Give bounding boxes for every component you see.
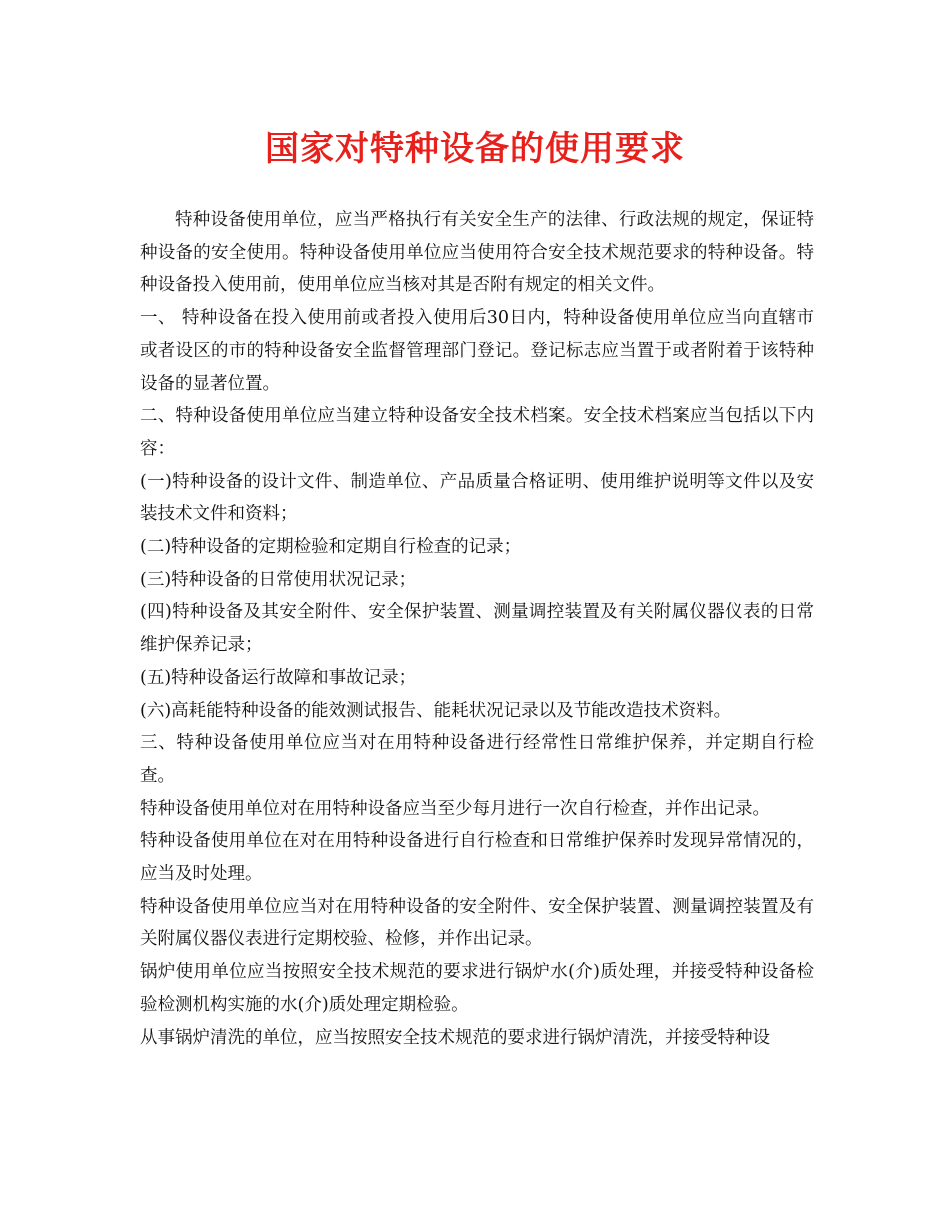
paragraph-section-2: 二、特种设备使用单位应当建立特种设备安全技术档案。安全技术档案应当包括以下内容： — [140, 406, 814, 459]
paragraph-section-1: 一、 特种设备在投入使用前或者投入使用后30日内，特种设备使用单位应当向直辖市或者设区的市的特种设备安全监督管理部门登记。登记标志应当置于或者附着于该特种设备的显著位置。 — [140, 308, 814, 394]
paragraph-intro: 特种设备使用单位，应当严格执行有关安全生产的法律、行政法规的规定，保证特种设备的安全使用。特种设备使用单位应当使用符合安全技术规范要求的特种设备。特种设备投入使用前，使用单位应当核对其是否附有规定的相关文件。 — [140, 210, 814, 296]
document-body — [140, 204, 814, 1054]
paragraph-boiler-cleaning: 从事锅炉清洗的单位，应当按照安全技术规范的要求进行锅炉清洗，并接受特种设 — [140, 1027, 770, 1048]
paragraph-section-3: 三、特种设备使用单位应当对在用特种设备进行经常性日常维护保养，并定期自行检查。 — [140, 733, 814, 786]
document-title: 国家对特种设备的使用要求 — [265, 129, 685, 169]
list-item-3: (三)特种设备的日常使用状况记录； — [140, 569, 417, 590]
paragraph-abnormal-handling: 特种设备使用单位在对在用特种设备进行自行检查和日常维护保养时发现异常情况的，应当及时处理。 — [140, 831, 814, 885]
list-item-6: (六)高耗能特种设备的能效测试报告、能耗状况记录以及节能改造技术资料。 — [140, 700, 732, 721]
paragraph-calibration: 特种设备使用单位应当对在用特种设备的安全附件、安全保护装置、测量调控装置及有关附属仪器仪表进行定期校验、检修，并作出记录。 — [140, 896, 814, 950]
list-item-5: (五)特种设备运行故障和事故记录； — [140, 667, 417, 688]
list-item-1: (一)特种设备的设计文件、制造单位、产品质量合格证明、使用维护说明等文件以及安装技术文件和资料； — [140, 471, 814, 525]
paragraph-monthly-check: 特种设备使用单位对在用特种设备应当至少每月进行一次自行检查，并作出记录。 — [140, 798, 770, 819]
list-item-4: (四)特种设备及其安全附件、安全保护装置、测量调控装置及有关附属仪器仪表的日常维护保养记录； — [140, 602, 814, 656]
list-item-2: (二)特种设备的定期检验和定期自行检查的记录； — [140, 537, 522, 558]
paragraph-boiler-water: 锅炉使用单位应当按照安全技术规范的要求进行锅炉水(介)质处理，并接受特种设备检验检测机构实施的水(介)质处理定期检验。 — [140, 962, 814, 1015]
